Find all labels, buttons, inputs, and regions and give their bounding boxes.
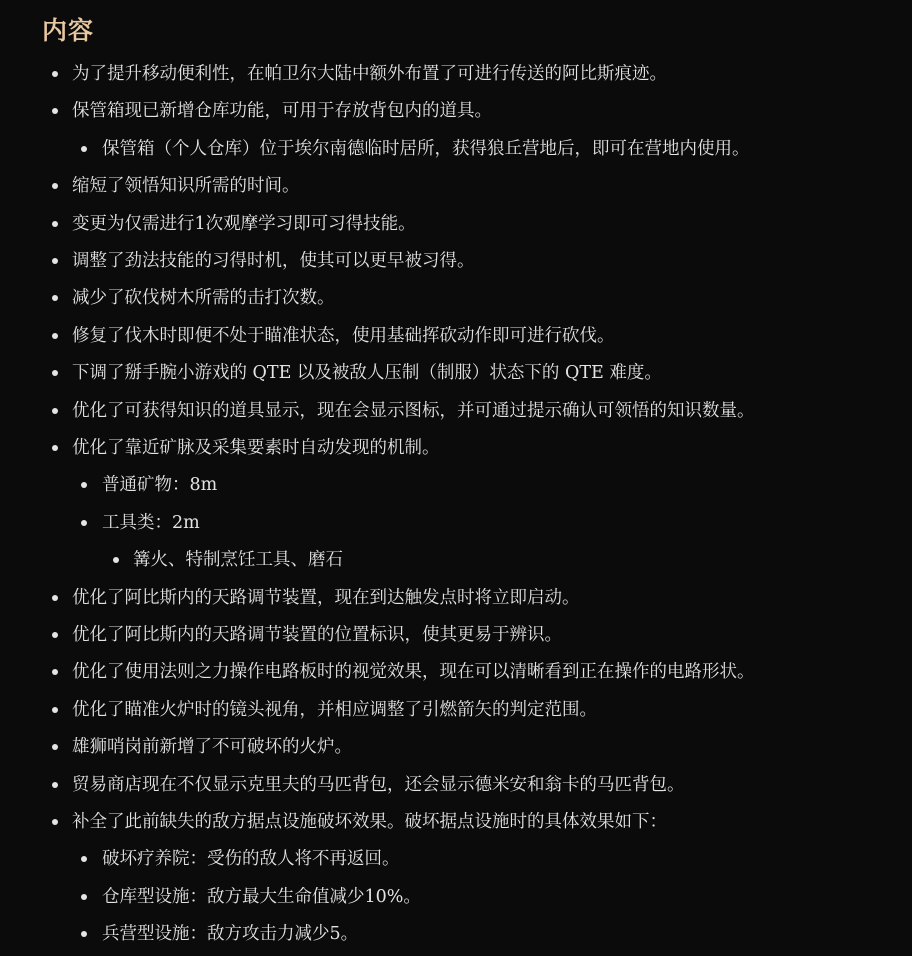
list-item-text: 调整了劲法技能的习得时机，使其可以更早被习得。 (72, 251, 475, 271)
list-item-text: 普通矿物：8m (102, 475, 218, 496)
bullet-icon (52, 408, 58, 414)
bullet-icon (81, 520, 87, 526)
bullet-icon (81, 894, 87, 900)
bullet-icon (81, 146, 87, 152)
section-title: 内容 (42, 16, 95, 45)
list-item-text: 优化了可获得知识的道具显示，现在会显示图标，并可通过提示确认可领悟的知识数量。 (72, 400, 755, 421)
list-item-text: 雄狮哨岗前新增了不可破坏的火炉。 (72, 737, 352, 758)
bullet-icon (52, 370, 58, 376)
bullet-icon (52, 71, 58, 77)
bullet-icon (81, 856, 87, 862)
bullet-icon (52, 595, 58, 601)
bullet-icon (81, 931, 87, 937)
list-item-text: 优化了阿比斯内的天路调节装置的位置标识，使其更易于辨识。 (72, 625, 562, 645)
list-item-text: 下调了掰手腕小游戏的 QTE 以及被敌人压制（制服）状态下的 QTE 难度。 (72, 363, 662, 384)
list-item-text: 为了提升移动便利性，在帕卫尔大陆中额外布置了可进行传送的阿比斯痕迹。 (72, 64, 667, 84)
bullet-icon (52, 258, 58, 264)
list-item-text: 仓库型设施：敌方最大生命值减少10%。 (102, 886, 421, 907)
bullet-icon (52, 632, 58, 638)
bullet-icon (52, 221, 58, 227)
list-item-text: 保管箱（个人仓库）位于埃尔南德临时居所，获得狼丘营地后，即可在营地内使用。 (102, 138, 750, 159)
bullet-icon (52, 295, 58, 301)
bullet-icon (52, 108, 58, 114)
bullet-icon (52, 183, 58, 189)
list-item-text: 缩短了领悟知识所需的时间。 (72, 176, 300, 197)
bullet-icon (113, 557, 119, 563)
bullet-icon (52, 445, 58, 451)
list-item-text: 变更为仅需进行1次观摩学习即可习得技能。 (72, 213, 416, 234)
bullet-icon (81, 482, 87, 488)
bullet-icon (52, 744, 58, 750)
list-item-text: 兵营型设施：敌方攻击力减少5。 (102, 924, 359, 945)
list-item-text: 保管箱现已新增仓库功能，可用于存放背包内的道具。 (72, 101, 492, 122)
list-item-text: 贸易商店现在不仅显示克里夫的马匹背包，还会显示德米安和翁卡的马匹背包。 (72, 774, 685, 795)
list-item-text: 优化了阿比斯内的天路调节装置，现在到达触发点时将立即启动。 (72, 587, 580, 608)
list-item-text: 工具类：2m (102, 512, 200, 533)
list-item-text: 修复了伐木时即便不处于瞄准状态，使用基础挥砍动作即可进行砍伐。 (72, 325, 615, 346)
bullet-icon (52, 782, 58, 788)
list-item-text: 优化了使用法则之力操作电路板时的视觉效果，现在可以清晰看到正在操作的电路形状。 (72, 662, 755, 683)
list-item-text: 补全了此前缺失的敌方据点设施破坏效果。破坏据点设施时的具体效果如下： (72, 812, 667, 832)
list-item-text: 减少了砍伐树木所需的击打次数。 (72, 288, 335, 309)
list-item-text: 优化了瞄准火炉时的镜头视角，并相应调整了引燃箭矢的判定范围。 (72, 699, 597, 720)
list-item-text: 破坏疗养院：受伤的敌人将不再返回。 (102, 849, 400, 870)
bullet-icon (52, 333, 58, 339)
list-item-text: 优化了靠近矿脉及采集要素时自动发现的机制。 (72, 438, 440, 458)
bullet-icon (52, 669, 58, 675)
list-item-text: 篝火、特制烹饪工具、磨石 (133, 550, 343, 571)
bullet-icon (52, 707, 58, 713)
bullet-icon (52, 819, 58, 825)
